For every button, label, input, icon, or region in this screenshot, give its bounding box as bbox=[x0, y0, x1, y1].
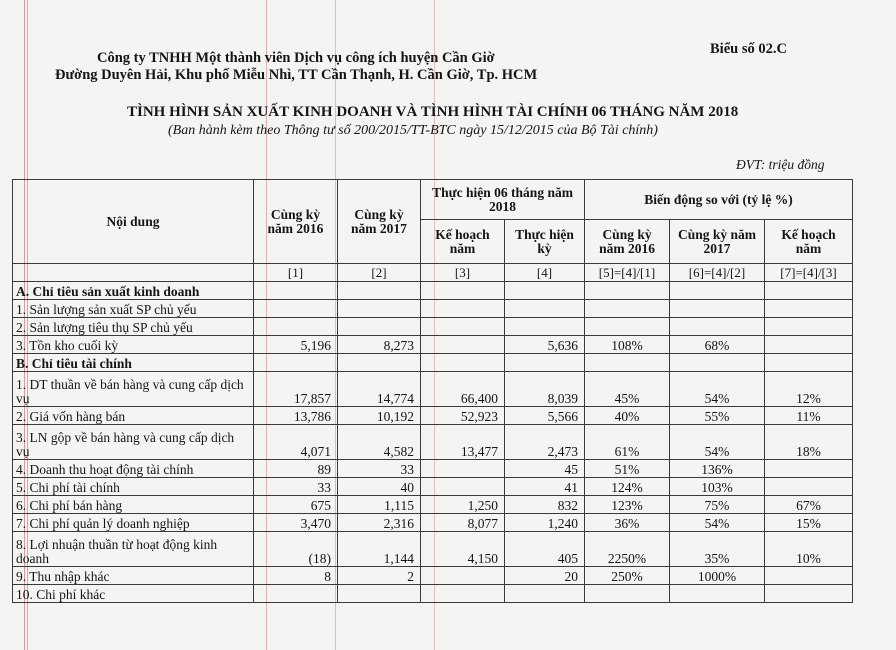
value-cell: 68% bbox=[670, 336, 765, 354]
row-label: 3. Tồn kho cuối kỳ bbox=[13, 336, 254, 354]
value-cell: 5,566 bbox=[505, 407, 585, 425]
report-title: TÌNH HÌNH SẢN XUẤT KINH DOANH VÀ TÌNH HÌNH TÀI CHÍNH 06 THÁNG NĂM 2018 bbox=[127, 104, 739, 120]
report-subtitle: (Ban hành kèm theo Thông tư số 200/2015/TT-BTC ngày 15/12/2015 của Bộ Tài chính) bbox=[168, 123, 658, 138]
value-cell: 41 bbox=[505, 478, 585, 496]
table-row bbox=[13, 425, 853, 460]
value-cell: 1,240 bbox=[505, 514, 585, 532]
value-cell: 5,636 bbox=[505, 336, 585, 354]
row-label: 3. LN gộp về bán hàng và cung cấp dịch vụ bbox=[13, 425, 254, 460]
value-cell bbox=[585, 585, 670, 603]
value-cell: 55% bbox=[670, 407, 765, 425]
value-cell bbox=[338, 318, 421, 336]
index-cell bbox=[13, 264, 254, 282]
table-row bbox=[13, 354, 853, 372]
table-row bbox=[13, 407, 853, 425]
header-2016: Cùng kỳ năm 2016 bbox=[254, 180, 338, 264]
value-cell: 10% bbox=[765, 532, 853, 567]
table-row bbox=[13, 300, 853, 318]
row-label: B. Chỉ tiêu tài chính bbox=[13, 354, 254, 372]
row-label: 9. Thu nhập khác bbox=[13, 567, 254, 585]
value-cell: 2250% bbox=[585, 532, 670, 567]
value-cell bbox=[505, 300, 585, 318]
header-vsplan: Kế hoạch năm bbox=[765, 220, 853, 264]
value-cell bbox=[421, 318, 505, 336]
row-label: 1. Sản lượng sản xuất SP chủ yếu bbox=[13, 300, 254, 318]
value-cell bbox=[505, 585, 585, 603]
value-cell bbox=[421, 282, 505, 300]
value-cell: 1000% bbox=[670, 567, 765, 585]
company-address: Đường Duyên Hải, Khu phố Miễu Nhì, TT Cần Thạnh, H. Cần Giờ, Tp. HCM bbox=[55, 67, 538, 83]
value-cell: 250% bbox=[585, 567, 670, 585]
value-cell: (18) bbox=[254, 532, 338, 567]
table-row bbox=[13, 585, 853, 603]
value-cell bbox=[421, 336, 505, 354]
row-label: 1. DT thuần về bán hàng và cung cấp dịch vụ bbox=[13, 372, 254, 407]
value-cell: 675 bbox=[254, 496, 338, 514]
value-cell: 8,273 bbox=[338, 336, 421, 354]
value-cell bbox=[254, 354, 338, 372]
value-cell bbox=[585, 300, 670, 318]
value-cell: 54% bbox=[670, 372, 765, 407]
header-actual: Thực hiện kỳ bbox=[505, 220, 585, 264]
value-cell: 1,115 bbox=[338, 496, 421, 514]
value-cell bbox=[338, 300, 421, 318]
value-cell: 89 bbox=[254, 460, 338, 478]
value-cell: 10,192 bbox=[338, 407, 421, 425]
value-cell bbox=[765, 282, 853, 300]
row-label: 6. Chi phí bán hàng bbox=[13, 496, 254, 514]
value-cell bbox=[338, 282, 421, 300]
value-cell bbox=[505, 282, 585, 300]
value-cell: 66,400 bbox=[421, 372, 505, 407]
value-cell: 2,473 bbox=[505, 425, 585, 460]
value-cell: 54% bbox=[670, 425, 765, 460]
value-cell: 1,250 bbox=[421, 496, 505, 514]
value-cell: 13,786 bbox=[254, 407, 338, 425]
value-cell: 8 bbox=[254, 567, 338, 585]
value-cell bbox=[505, 318, 585, 336]
value-cell bbox=[421, 478, 505, 496]
value-cell bbox=[585, 282, 670, 300]
value-cell: 51% bbox=[585, 460, 670, 478]
value-cell bbox=[670, 318, 765, 336]
table-row bbox=[13, 282, 853, 300]
value-cell: 54% bbox=[670, 514, 765, 532]
value-cell bbox=[765, 336, 853, 354]
value-cell bbox=[765, 460, 853, 478]
header-plan: Kế hoạch năm bbox=[421, 220, 505, 264]
index-cell: [2] bbox=[338, 264, 421, 282]
value-cell bbox=[421, 585, 505, 603]
value-cell bbox=[670, 300, 765, 318]
value-cell bbox=[765, 585, 853, 603]
value-cell bbox=[338, 354, 421, 372]
value-cell: 2,316 bbox=[338, 514, 421, 532]
value-cell bbox=[765, 567, 853, 585]
value-cell: 1,144 bbox=[338, 532, 421, 567]
row-label: 2. Sản lượng tiêu thụ SP chủ yếu bbox=[13, 318, 254, 336]
value-cell: 3,470 bbox=[254, 514, 338, 532]
value-cell: 15% bbox=[765, 514, 853, 532]
value-cell: 8,077 bbox=[421, 514, 505, 532]
value-cell: 13,477 bbox=[421, 425, 505, 460]
value-cell bbox=[254, 282, 338, 300]
row-label: A. Chỉ tiêu sản xuất kinh doanh bbox=[13, 282, 254, 300]
value-cell: 12% bbox=[765, 372, 853, 407]
value-cell: 136% bbox=[670, 460, 765, 478]
value-cell bbox=[670, 282, 765, 300]
value-cell: 75% bbox=[670, 496, 765, 514]
table-row bbox=[13, 478, 853, 496]
row-label: 2. Giá vốn hàng bán bbox=[13, 407, 254, 425]
table-row bbox=[13, 496, 853, 514]
company-name: Công ty TNHH Một thành viên Dịch vụ công ích huyện Cần Giờ bbox=[97, 50, 495, 66]
value-cell: 33 bbox=[338, 460, 421, 478]
value-cell: 405 bbox=[505, 532, 585, 567]
value-cell: 2 bbox=[338, 567, 421, 585]
table-row bbox=[13, 336, 853, 354]
report-table bbox=[12, 179, 853, 603]
value-cell: 14,774 bbox=[338, 372, 421, 407]
index-cell: [4] bbox=[505, 264, 585, 282]
value-cell bbox=[765, 300, 853, 318]
value-cell: 33 bbox=[254, 478, 338, 496]
row-label: 5. Chi phí tài chính bbox=[13, 478, 254, 496]
table-row bbox=[13, 532, 853, 567]
row-label: 4. Doanh thu hoạt động tài chính bbox=[13, 460, 254, 478]
value-cell: 18% bbox=[765, 425, 853, 460]
value-cell bbox=[670, 354, 765, 372]
row-label: 10. Chi phí khác bbox=[13, 585, 254, 603]
header-vs2016: Cùng kỳ năm 2016 bbox=[585, 220, 670, 264]
row-label: 7. Chi phí quản lý doanh nghiệp bbox=[13, 514, 254, 532]
value-cell: 45 bbox=[505, 460, 585, 478]
value-cell: 17,857 bbox=[254, 372, 338, 407]
value-cell: 4,071 bbox=[254, 425, 338, 460]
value-cell: 124% bbox=[585, 478, 670, 496]
index-row bbox=[13, 264, 853, 282]
value-cell: 108% bbox=[585, 336, 670, 354]
value-cell bbox=[338, 585, 421, 603]
value-cell bbox=[670, 585, 765, 603]
value-cell bbox=[421, 300, 505, 318]
value-cell bbox=[765, 354, 853, 372]
value-cell bbox=[254, 318, 338, 336]
form-number: Biểu số 02.C bbox=[710, 41, 787, 57]
value-cell bbox=[254, 585, 338, 603]
unit-label: ĐVT: triệu đồng bbox=[736, 157, 825, 172]
value-cell bbox=[421, 460, 505, 478]
value-cell: 61% bbox=[585, 425, 670, 460]
table-row bbox=[13, 318, 853, 336]
value-cell bbox=[765, 318, 853, 336]
value-cell: 20 bbox=[505, 567, 585, 585]
table-row bbox=[13, 460, 853, 478]
value-cell: 45% bbox=[585, 372, 670, 407]
header-content: Nội dung bbox=[13, 180, 254, 264]
value-cell: 832 bbox=[505, 496, 585, 514]
value-cell bbox=[505, 354, 585, 372]
row-label: 8. Lợi nhuận thuần từ hoạt động kinh doanh bbox=[13, 532, 254, 567]
value-cell: 36% bbox=[585, 514, 670, 532]
table-row bbox=[13, 372, 853, 407]
index-cell: [7]=[4]/[3] bbox=[765, 264, 853, 282]
value-cell bbox=[421, 567, 505, 585]
value-cell: 11% bbox=[765, 407, 853, 425]
value-cell: 4,150 bbox=[421, 532, 505, 567]
index-cell: [1] bbox=[254, 264, 338, 282]
value-cell: 8,039 bbox=[505, 372, 585, 407]
index-cell: [6]=[4]/[2] bbox=[670, 264, 765, 282]
value-cell: 40% bbox=[585, 407, 670, 425]
value-cell: 40 bbox=[338, 478, 421, 496]
value-cell: 123% bbox=[585, 496, 670, 514]
value-cell: 103% bbox=[670, 478, 765, 496]
value-cell bbox=[585, 318, 670, 336]
value-cell: 5,196 bbox=[254, 336, 338, 354]
header-vs2017: Cùng kỳ năm 2017 bbox=[670, 220, 765, 264]
value-cell: 4,582 bbox=[338, 425, 421, 460]
value-cell: 52,923 bbox=[421, 407, 505, 425]
table-row bbox=[13, 514, 853, 532]
header-2017: Cùng kỳ năm 2017 bbox=[338, 180, 421, 264]
value-cell bbox=[254, 300, 338, 318]
header-actual-group: Thực hiện 06 tháng năm 2018 bbox=[421, 180, 585, 220]
header-change-group: Biến động so với (tỷ lệ %) bbox=[585, 180, 853, 220]
value-cell bbox=[765, 478, 853, 496]
value-cell: 67% bbox=[765, 496, 853, 514]
index-cell: [3] bbox=[421, 264, 505, 282]
index-cell: [5]=[4]/[1] bbox=[585, 264, 670, 282]
value-cell bbox=[421, 354, 505, 372]
value-cell bbox=[585, 354, 670, 372]
value-cell: 35% bbox=[670, 532, 765, 567]
table-row bbox=[13, 567, 853, 585]
